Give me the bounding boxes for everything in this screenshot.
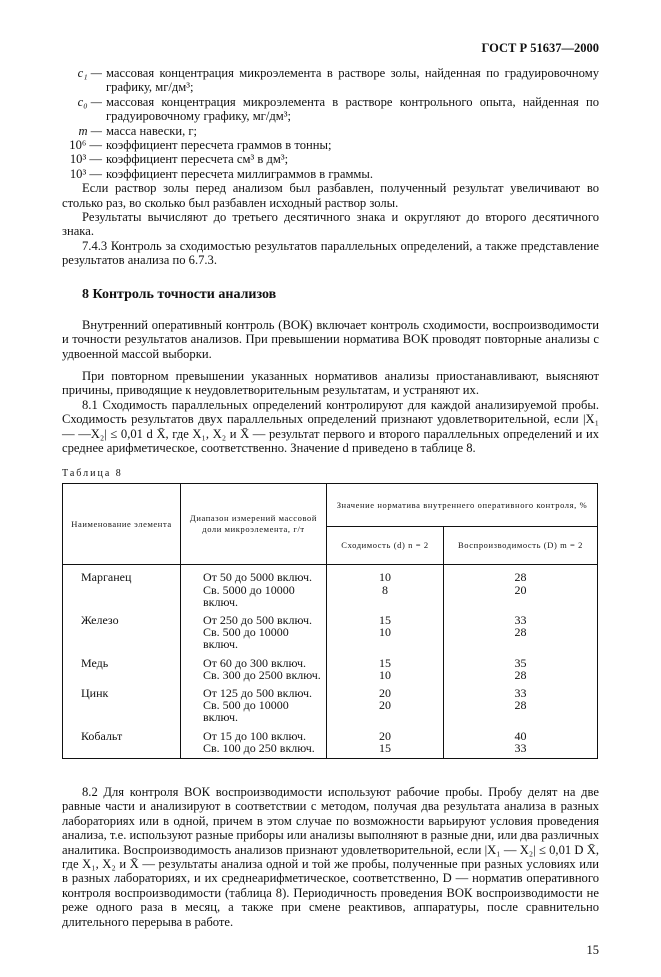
range-cell bbox=[181, 681, 327, 724]
reproducibility-cell-value: 28 bbox=[514, 625, 527, 640]
element-cell bbox=[63, 651, 181, 681]
element-cell-value: Железо bbox=[81, 612, 119, 627]
convergence-cell-value: 20 bbox=[379, 698, 391, 713]
section-8-2 bbox=[62, 785, 599, 929]
reproducibility-cell bbox=[444, 608, 598, 651]
definition-item bbox=[62, 152, 599, 166]
range-cell-value: Св. 100 до 250 включ. bbox=[203, 740, 315, 755]
reproducibility-cell bbox=[444, 724, 598, 759]
element-cell bbox=[63, 608, 181, 651]
convergence-cell bbox=[327, 681, 444, 724]
reproducibility-cell bbox=[444, 651, 598, 681]
table-row bbox=[63, 651, 598, 681]
convergence-cell bbox=[327, 724, 444, 759]
reproducibility-cell-value: 40 bbox=[514, 728, 527, 743]
reproducibility-cell bbox=[444, 565, 598, 608]
table-row bbox=[63, 681, 598, 724]
definition-symbol: 10³ — bbox=[69, 152, 102, 167]
reproducibility-cell-value: 33 bbox=[514, 740, 527, 755]
reproducibility-cell-value: 20 bbox=[514, 582, 527, 597]
range-cell bbox=[181, 565, 327, 608]
convergence-cell-value: 10 bbox=[379, 625, 391, 640]
table-caption: Таблица 8 bbox=[62, 468, 123, 480]
definition-text: коэффициент пересчета миллиграммов в граммы. bbox=[106, 166, 373, 181]
range-cell-value: Св. 300 до 2500 включ. bbox=[203, 667, 321, 682]
range-cell bbox=[181, 724, 327, 759]
definition-text: массовая концентрация микроэлемента в растворе золы, найденная по градуировочному графику, мг/дм³; bbox=[106, 66, 599, 95]
reproducibility-cell-value: 33 bbox=[514, 612, 527, 627]
page-number: 15 bbox=[586, 943, 599, 958]
convergence-cell-value: 20 bbox=[379, 685, 391, 700]
element-cell bbox=[63, 724, 181, 759]
definition-item bbox=[62, 124, 599, 138]
range-cell-value: Св. 500 до 10000 включ. bbox=[203, 625, 289, 652]
header-range: Диапазон измерений массовой доли микроэлемента, г/т bbox=[181, 484, 327, 565]
table-8 bbox=[62, 483, 598, 759]
table-row bbox=[63, 565, 598, 608]
convergence-cell-value: 10 bbox=[379, 667, 391, 682]
reproducibility-cell-value: 35 bbox=[514, 655, 527, 670]
range-cell-value: От 15 до 100 включ. bbox=[203, 728, 307, 743]
header-element: Наименование элемента bbox=[63, 484, 181, 565]
paragraph: Если раствор золы перед анализом был разбавлен, полученный результат увеличивают во столько раз, во сколько был разбавлен исходный раствор золы. bbox=[62, 181, 599, 210]
definition-symbol: c₀ — bbox=[77, 94, 102, 109]
definition-item bbox=[62, 138, 599, 152]
definition-text: коэффициент пересчета граммов в тонны; bbox=[106, 138, 332, 153]
convergence-cell bbox=[327, 608, 444, 651]
definition-item bbox=[62, 66, 599, 95]
paragraph: 7.4.3 Контроль за сходимостью результатов параллельных определений, а также представление результатов анализа по 6.7.3. bbox=[62, 238, 599, 268]
header-convergence: Сходимость (d) n = 2 bbox=[327, 527, 444, 565]
convergence-cell bbox=[327, 651, 444, 681]
element-cell-value: Цинк bbox=[81, 685, 109, 700]
range-cell-value: Св. 5000 до 10000 включ. bbox=[203, 582, 295, 609]
element-cell-value: Марганец bbox=[81, 570, 132, 585]
definition-item bbox=[62, 95, 599, 124]
element-cell bbox=[63, 565, 181, 608]
definition-symbol: m — bbox=[78, 123, 102, 138]
definition-item bbox=[62, 167, 599, 181]
range-cell bbox=[181, 608, 327, 651]
paragraph: Внутренний оперативный контроль (ВОК) включает контроль сходимости, воспроизводимости и точности результатов анализов. При превышении норматива ВОК проводят повторные анализы с удвоенной массой выборки. bbox=[62, 317, 599, 361]
range-cell bbox=[181, 651, 327, 681]
paragraph: 8.1 Сходимость параллельных определений контролируют для каждой анализируемой пробы. Сходимость результатов двух параллельных определений признают удовлетворительной, если |X₁ — —X₂| ≤ 0,01 d X̄, где X₁, X₂ и X̄ — результат первого и второго параллельных определений и их среднее арифметическое, соответственно. Значение d приведено в таблице 8. bbox=[62, 397, 599, 455]
definitions-list bbox=[62, 66, 599, 181]
reproducibility-cell-value: 33 bbox=[514, 685, 527, 700]
header-group: Значение норматива внутреннего оперативного контроля, % bbox=[327, 484, 598, 527]
definition-symbol: 10⁶ — bbox=[69, 138, 102, 153]
range-cell-value: От 50 до 5000 включ. bbox=[203, 570, 313, 585]
convergence-cell-value: 20 bbox=[379, 728, 391, 743]
convergence-cell-value: 8 bbox=[382, 582, 388, 597]
definition-text: масса навески, г; bbox=[106, 123, 198, 138]
paragraph: При повторном превышении указанных нормативов анализы приостанавливают, выясняют причины, приводящие к неудовлетворительным результатам, и устраняют их. bbox=[62, 368, 599, 398]
table-row bbox=[63, 608, 598, 651]
paragraphs-top bbox=[62, 181, 599, 267]
range-cell-value: От 60 до 300 включ. bbox=[203, 655, 307, 670]
document-code: ГОСТ Р 51637—2000 bbox=[481, 41, 599, 55]
definition-symbol: c₁ — bbox=[77, 66, 102, 80]
definition-text: коэффициент пересчета см³ в дм³; bbox=[106, 152, 289, 167]
definition-symbol: 10³ — bbox=[69, 166, 102, 181]
convergence-cell-value: 15 bbox=[379, 612, 391, 627]
header-reproducibility: Воспроизводимость (D) m = 2 bbox=[444, 527, 598, 565]
element-cell-value: Кобальт bbox=[81, 728, 123, 743]
paragraph: Результаты вычисляют до третьего десятичного знака и округляют до второго десятичного знака. bbox=[62, 210, 599, 239]
convergence-cell-value: 10 bbox=[379, 570, 391, 585]
reproducibility-cell bbox=[444, 681, 598, 724]
range-cell-value: От 250 до 500 включ. bbox=[203, 612, 313, 627]
convergence-cell-value: 15 bbox=[379, 740, 391, 755]
convergence-cell bbox=[327, 565, 444, 608]
reproducibility-cell-value: 28 bbox=[514, 698, 527, 713]
range-cell-value: От 125 до 500 включ. bbox=[203, 685, 313, 700]
reproducibility-cell-value: 28 bbox=[514, 570, 527, 585]
section-heading: 8 Контроль точности анализов bbox=[82, 286, 277, 302]
range-cell-value: Св. 500 до 10000 включ. bbox=[203, 698, 289, 725]
section-8-body bbox=[62, 318, 599, 456]
element-cell-value: Медь bbox=[81, 655, 109, 670]
element-cell bbox=[63, 681, 181, 724]
paragraph: 8.2 Для контроля ВОК воспроизводимости используют рабочие пробы. Пробу делят на две равные части и анализируют в соответствии с методом, получая два результата анализа в разных лабораториях или в одной, причем в этом случае по возможности варьируют условия проведения анализа, т.е. используют разные приборы или анализы выполняют в разные дни, или два различных аналитика. Воспроизводимость анализов признают удовлетворительной, если |X₁ — X₂| ≤ 0,01 D X̄, где X₁, X₂ и X̄ — результаты анализа одной и той же пробы, полученные при разных условиях или в разных лабораториях, и их среднеарифметическое, соответственно, D — норматив оперативного контроля воспроизводимости (таблица 8). Периодичность проведения ВОК воспроизводимости не реже одного раза в месяц, а также при смене реактивов, аппаратуры, после сравнительно длительного перерыва в работе. bbox=[62, 784, 599, 929]
convergence-cell-value: 15 bbox=[379, 655, 391, 670]
reproducibility-cell-value: 28 bbox=[514, 667, 527, 682]
table-row bbox=[63, 724, 598, 759]
definition-text: массовая концентрация микроэлемента в растворе контрольного опыта, найденная по градуировочному графику, мг/дм³; bbox=[106, 94, 599, 124]
